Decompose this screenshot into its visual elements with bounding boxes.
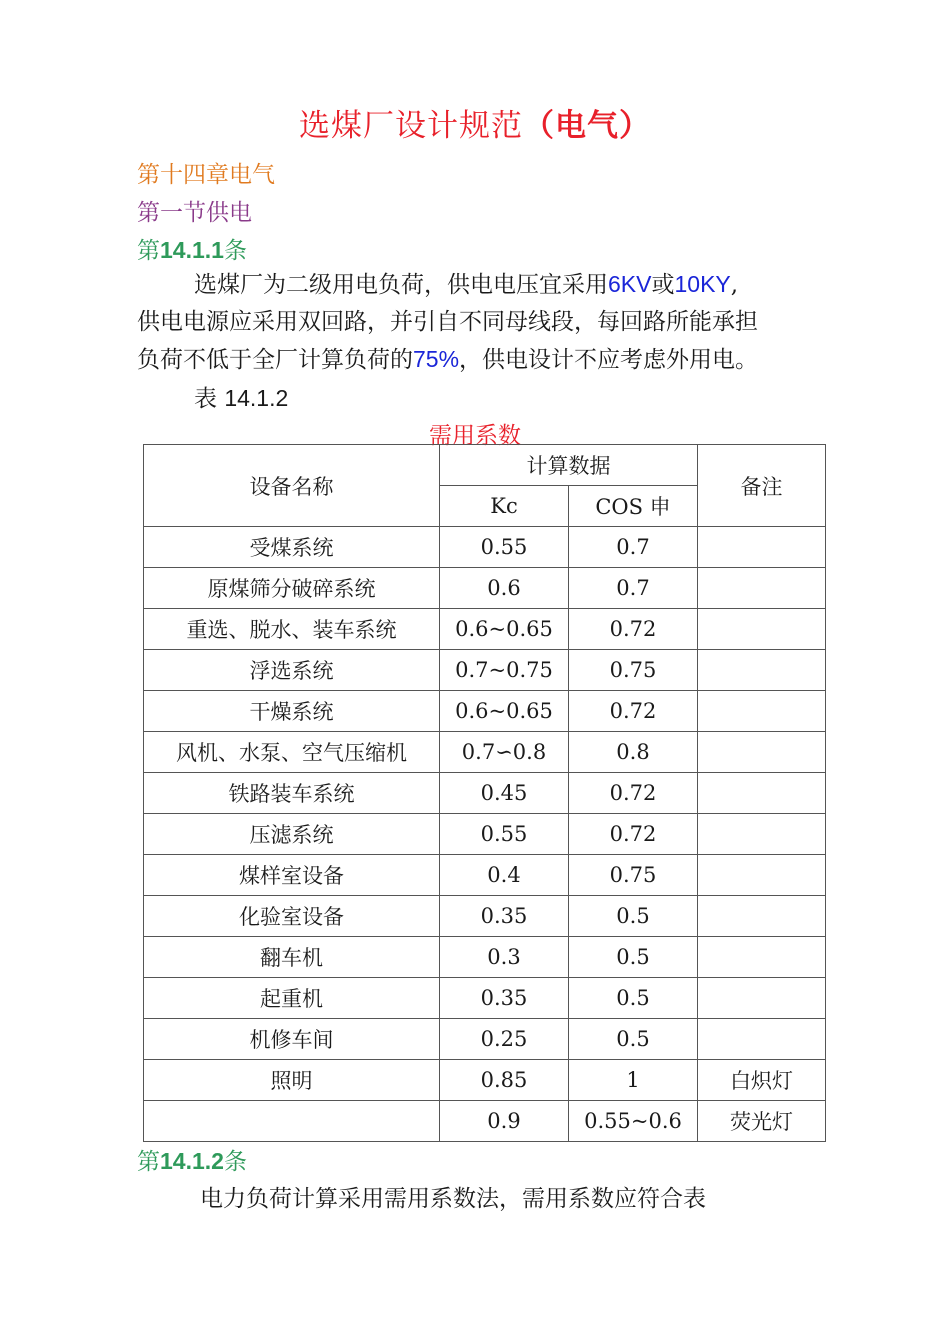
- para1-text-c: 负荷不低于全厂计算负荷的: [137, 347, 413, 373]
- cell-kc: 0.55: [440, 527, 569, 568]
- table-row: [144, 855, 826, 896]
- clause2-paragraph: 电力负荷计算采用需用系数法，需用系数应符合表: [200, 1186, 706, 1212]
- cell-kc: 0.45: [440, 773, 569, 814]
- cell-note: [698, 814, 826, 855]
- cell-kc: 0.35: [440, 896, 569, 937]
- cell-note: [698, 732, 826, 773]
- cell-kc: 0.7∽0.8: [440, 732, 569, 773]
- cell-kc: 0.35: [440, 978, 569, 1019]
- table-row: [144, 1060, 826, 1101]
- cell-cos: 0.8: [569, 732, 698, 773]
- para1-line-2: 供电电源应采用双回路，并引自不同母线段，每回路所能承担: [137, 309, 758, 335]
- cell-cos: 0.75: [569, 855, 698, 896]
- para1-text-or: 或: [651, 272, 675, 298]
- para1-line-3: [137, 341, 837, 379]
- table-row: [144, 609, 826, 650]
- cell-cos: 1: [569, 1060, 698, 1101]
- cell-cos: 0.72: [569, 814, 698, 855]
- cell-note: 荧光灯: [698, 1101, 826, 1142]
- cell-equipment-name: 原煤筛分破碎系统: [144, 568, 440, 609]
- cell-kc: 0.6~0.65: [440, 691, 569, 732]
- clause1-suffix: 条: [223, 238, 247, 264]
- table-header-row-1: [144, 445, 826, 486]
- header-note: 备注: [698, 445, 826, 527]
- cell-cos: 0.55~0.6: [569, 1101, 698, 1142]
- cell-kc: 0.7~0.75: [440, 650, 569, 691]
- header-equipment-name: 设备名称: [144, 445, 440, 527]
- cell-equipment-name: 干燥系统: [144, 691, 440, 732]
- header-cos: COS 申: [569, 486, 698, 527]
- cell-kc: 0.6: [440, 568, 569, 609]
- cell-cos: 0.5: [569, 937, 698, 978]
- chapter-heading: 第十四章电气: [137, 162, 275, 188]
- table-row: [144, 1019, 826, 1060]
- clause2-number: 14.1.2: [160, 1148, 224, 1174]
- clause-heading-2: [137, 1143, 247, 1176]
- cell-equipment-name: 风机、水泵、空气压缩机: [144, 732, 440, 773]
- cell-kc: 0.9: [440, 1101, 569, 1142]
- table-row: [144, 568, 826, 609]
- cell-equipment-name: 重选、脱水、装车系统: [144, 609, 440, 650]
- table-caption-prefix: 表: [194, 386, 217, 412]
- table-row: [144, 732, 826, 773]
- cell-note: [698, 527, 826, 568]
- cell-note: 白炽灯: [698, 1060, 826, 1101]
- clause1-number: 14.1.1: [160, 237, 224, 263]
- cell-kc: 0.25: [440, 1019, 569, 1060]
- load-percent: 75%: [413, 346, 460, 372]
- cell-equipment-name: 翻车机: [144, 937, 440, 978]
- table-caption-number: 14.1.2: [224, 385, 289, 411]
- cell-note: [698, 691, 826, 732]
- para1-text-d: ，供电设计不应考虑外用电。: [459, 347, 759, 373]
- table-row: [144, 937, 826, 978]
- cell-kc: 0.85: [440, 1060, 569, 1101]
- cell-equipment-name: 煤样室设备: [144, 855, 440, 896]
- table-row: [144, 773, 826, 814]
- cell-note: [698, 978, 826, 1019]
- cell-note: [698, 937, 826, 978]
- clause1-paragraph: [137, 266, 837, 379]
- cell-note: [698, 650, 826, 691]
- header-calc-data: 计算数据: [440, 445, 698, 486]
- document-title: [0, 100, 950, 145]
- clause-heading-1: [137, 232, 247, 265]
- cell-note: [698, 896, 826, 937]
- cell-equipment-name: 照明: [144, 1060, 440, 1101]
- table-row: [144, 650, 826, 691]
- para1-comma: ,: [730, 272, 739, 298]
- cell-cos: 0.5: [569, 978, 698, 1019]
- header-kc: Kc: [440, 486, 569, 527]
- cell-equipment-name: 压滤系统: [144, 814, 440, 855]
- cell-equipment-name: 机修车间: [144, 1019, 440, 1060]
- clause2-prefix: 第: [137, 1149, 160, 1175]
- table-row: [144, 896, 826, 937]
- cell-cos: 0.5: [569, 896, 698, 937]
- cell-kc: 0.55: [440, 814, 569, 855]
- table-title: 需用系数: [429, 423, 521, 449]
- cell-equipment-name: [144, 1101, 440, 1142]
- cell-note: [698, 568, 826, 609]
- cell-note: [698, 609, 826, 650]
- title-main: 选煤厂设计规范: [299, 108, 523, 144]
- cell-equipment-name: 浮选系统: [144, 650, 440, 691]
- voltage-6kv: 6KV: [608, 271, 652, 297]
- cell-equipment-name: 铁路装车系统: [144, 773, 440, 814]
- demand-coefficient-table: [143, 444, 826, 1142]
- clause1-prefix: 第: [137, 238, 160, 264]
- cell-note: [698, 855, 826, 896]
- cell-kc: 0.4: [440, 855, 569, 896]
- cell-cos: 0.72: [569, 691, 698, 732]
- cell-note: [698, 773, 826, 814]
- para1-line-1: [137, 266, 837, 304]
- voltage-10ky: 10KY: [674, 271, 731, 297]
- cell-cos: 0.75: [569, 650, 698, 691]
- title-paren: （电气）: [523, 108, 651, 144]
- section-heading: 第一节供电: [137, 200, 252, 226]
- para1-text-a: 选煤厂为二级用电负荷，供电电压宜采用: [194, 272, 608, 298]
- table-caption: [194, 380, 288, 413]
- cell-cos: 0.72: [569, 609, 698, 650]
- cell-kc: 0.6~0.65: [440, 609, 569, 650]
- cell-equipment-name: 受煤系统: [144, 527, 440, 568]
- cell-cos: 0.7: [569, 527, 698, 568]
- cell-cos: 0.7: [569, 568, 698, 609]
- cell-cos: 0.72: [569, 773, 698, 814]
- table-row: [144, 527, 826, 568]
- table-row: [144, 978, 826, 1019]
- cell-equipment-name: 化验室设备: [144, 896, 440, 937]
- table-row: [144, 814, 826, 855]
- clause2-suffix: 条: [223, 1149, 247, 1175]
- cell-cos: 0.5: [569, 1019, 698, 1060]
- cell-kc: 0.3: [440, 937, 569, 978]
- cell-note: [698, 1019, 826, 1060]
- cell-equipment-name: 起重机: [144, 978, 440, 1019]
- table-row: [144, 691, 826, 732]
- table-row: [144, 1101, 826, 1142]
